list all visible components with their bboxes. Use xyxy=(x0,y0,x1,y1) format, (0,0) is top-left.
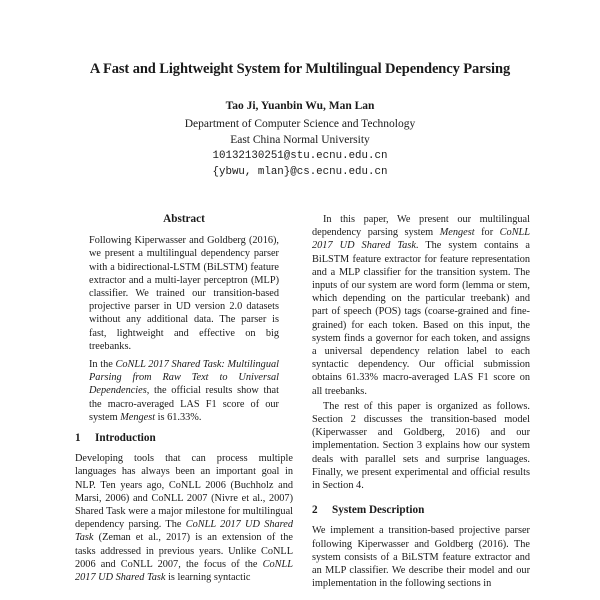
intro-paragraph-3: The rest of this paper is organized as follows. Section 2 discusses the transition-based model (Kiperwasser and Goldberg, 2016) and our implementation. Section 3 explains how our system deals with parallel sets and surprise languages. Finally, we present experimental and official results in Section 4. xyxy=(312,400,530,492)
affiliation-block xyxy=(0,116,600,180)
left-column xyxy=(75,213,293,584)
shared-task-name: CoNLL 2017 Shared Task: Multilingual Parsing from Raw Text to Universal Dependencies xyxy=(89,359,279,397)
author-email-1: 10132130251@stu.ecnu.edu.cn xyxy=(212,150,388,162)
right-column xyxy=(312,213,530,590)
affiliation-university: East China Normal University xyxy=(230,134,370,146)
abstract-body xyxy=(89,234,279,424)
paper-title: A Fast and Lightweight System for Multilingual Dependency Parsing xyxy=(89,61,511,77)
author-email-2: {ybwu, mlan}@cs.ecnu.edu.cn xyxy=(212,166,388,178)
system-name: Mengest xyxy=(120,411,156,423)
intro-paragraph-2: In this paper, We present our multilingual dependency parsing system Mengest for CoNLL 2017 UD Shared Task. The system contains a BiLSTM feature extractor for feature representation and a MLP classifier for the transition system. The inputs of our system are word form (lemma or stem, which depending on the particular treebank) and part of speech (POS) tags (coarse-grained and fine-grained) for each token. Based on this input, the system finds a governor for each token, and assigns a universal dependency relation label to each syntactic dependency. Our official submission obtains 61.33% macro-averaged LAS F1 score on all treebanks. xyxy=(312,214,531,397)
abstract-paragraph-2: In the CoNLL 2017 Shared Task: Multilingual Parsing from Raw Text to Universal Dependencies, the official results show that the macro-averaged LAS F1 score of our system Mengest is 61.33%. xyxy=(89,359,279,423)
section-2-heading: 2 System Description xyxy=(312,504,425,517)
intro-paragraph-1: Developing tools that can process multiple languages has always been an important goal in NLP. Ten years ago, CoNLL 2006 (Buchholz and Marsi, 2006) and CoNLL 2007 (Nivre et al., 2007) Shared Task were a major milestone for multilingual dependency parsing. The CoNLL 2017 UD Shared Task (Zeman et al., 2017) is an extension of the tasks addressed in previous years. Unlike CoNLL 2006 and CoNLL 2007, the focus of the CoNLL 2017 UD Shared Task is learning syntactic xyxy=(75,453,293,584)
section-1-heading: 1 Introduction xyxy=(75,432,156,445)
abstract-heading: Abstract xyxy=(163,213,205,225)
affiliation-department: Department of Computer Science and Technology xyxy=(184,118,416,130)
abstract-paragraph-1: Following Kiperwasser and Goldberg (2016), we present a multilingual dependency parser with a bidirectional-LSTM (BiLSTM) feature extractor and a multi-layer perceptron (MLP) classifier. We trained our transition-based projective parser in UD version 2.0 datasets without any additional data. The parser is fast, lightweight and effective on big treebanks. xyxy=(89,235,279,352)
paper-authors: Tao Ji, Yuanbin Wu, Man Lan xyxy=(225,100,375,112)
system-paragraph-1: We implement a transition-based projective parser following Kiperwasser and Goldberg (2016). The system consists of a BiLSTM feature extractor and an MLP classifier. We describe their model and our implementation in the following sections in xyxy=(312,525,530,590)
